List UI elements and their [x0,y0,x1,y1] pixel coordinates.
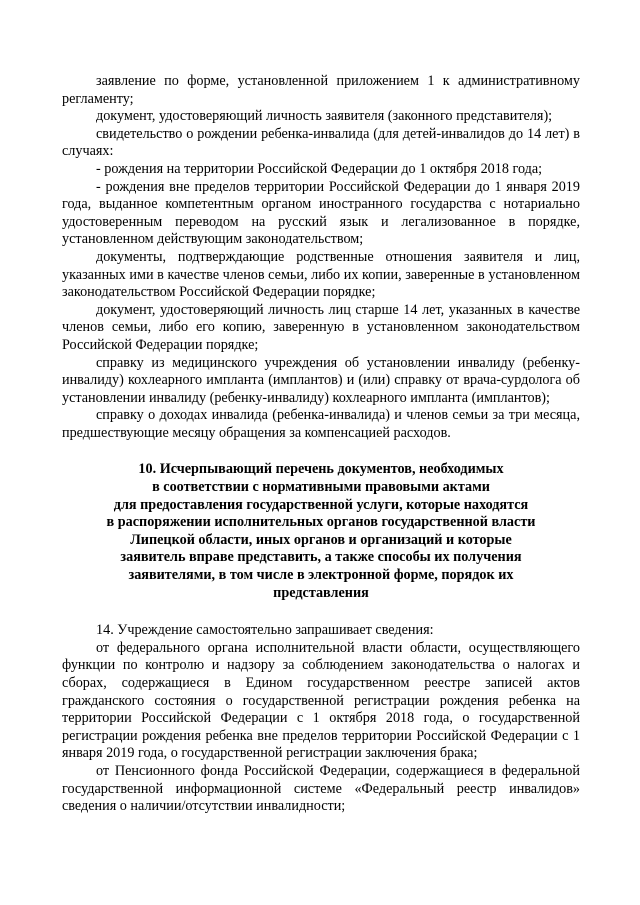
paragraph-clause-14: 14. Учреждение самостоятельно запрашивает сведения: [96,622,434,639]
heading-line: в распоряжении исполнительных органов государственной власти [106,514,536,531]
heading-line: представления [273,584,369,601]
paragraph-income-certificate: справку о доходах инвалида (ребенка-инвалида) и членов семьи за три месяца, предшествующие месяцу обращения за компенсацией расходов. [62,407,580,441]
paragraph-tax-authority: от федерального органа исполнительной власти области, осуществляющего функции по контролю и надзору за соблюдением законодательства о налогах и сборах, содержащиеся в Едином государственном реестре записей актов гражданского состояния о государственной регистрации рождения ребенка на территории Российской Федерации с 1 октября 2018 года, о государственной регистрации рождения ребенка вне пределов территории Российской Федерации с 1 января 2019 года, о государственной регистрации заключения брака; [62,639,580,762]
heading-line: 10. Исчерпывающий перечень документов, необходимых [138,461,504,478]
paragraph-family-member-id: документ, удостоверяющий личность лиц старше 14 лет, указанных в качестве членов семьи, либо его копию, заверенную в установленном законодательством Российской Федерации порядке; [62,301,580,353]
paragraph-pension-fund: от Пенсионного фонда Российской Федерации, содержащиеся в федеральной государственной информационной системе «Федеральный реестр инвалидов» сведения о наличии/отсутствии инвалидности; [62,762,580,815]
heading-line: заявитель вправе представить, а также способы их получения [120,549,522,566]
heading-line: для предоставления государственной услуги, которые находятся [113,496,529,513]
paragraph-birth-certificate: свидетельство о рождении ребенка-инвалида (для детей-инвалидов до 14 лет) в случаях: [62,125,580,160]
paragraph-birth-abroad: - рождения вне пределов территории Российской Федерации до 1 января 2019 года, выданное компетентным органом иностранного государства с нотариально удостоверенным переводом на русский язык и легализованное в порядке, установленном действующим законодательством; [62,178,580,248]
paragraph-application-form: заявление по форме, установленной приложением 1 к административному регламенту; [62,73,580,107]
heading-line: Липецкой области, иных органов и организаций и которые [130,531,512,548]
paragraph-medical-certificate: справку из медицинского учреждения об установлении инвалиду (ребенку-инвалиду) кохлеарного импланта (имплантов) и (или) справку от врача-сурдолога об установлении инвалиду (ребенку-инвалиду) кохлеарного импланта (имплантов); [62,354,580,406]
document-list-block [62,73,580,442]
document-page [62,73,580,816]
heading-line: в соответствии с нормативными правовыми актами [152,479,490,496]
paragraph-applicant-id: документ, удостоверяющий личность заявителя (законного представителя); [96,108,553,125]
paragraph-kinship-documents: документы, подтверждающие родственные отношения заявителя и лиц, указанных ими в качестве членов семьи, либо их копии, заверенные в установленном законодательством Российской Федерации порядке; [62,248,580,301]
paragraph-birth-in-russia: - рождения на территории Российской Федерации до 1 октября 2018 года; [96,160,543,177]
document-requests-block [62,622,580,816]
heading-line: заявителями, в том числе в электронной форме, порядок их [128,567,514,584]
section-heading [62,461,580,602]
